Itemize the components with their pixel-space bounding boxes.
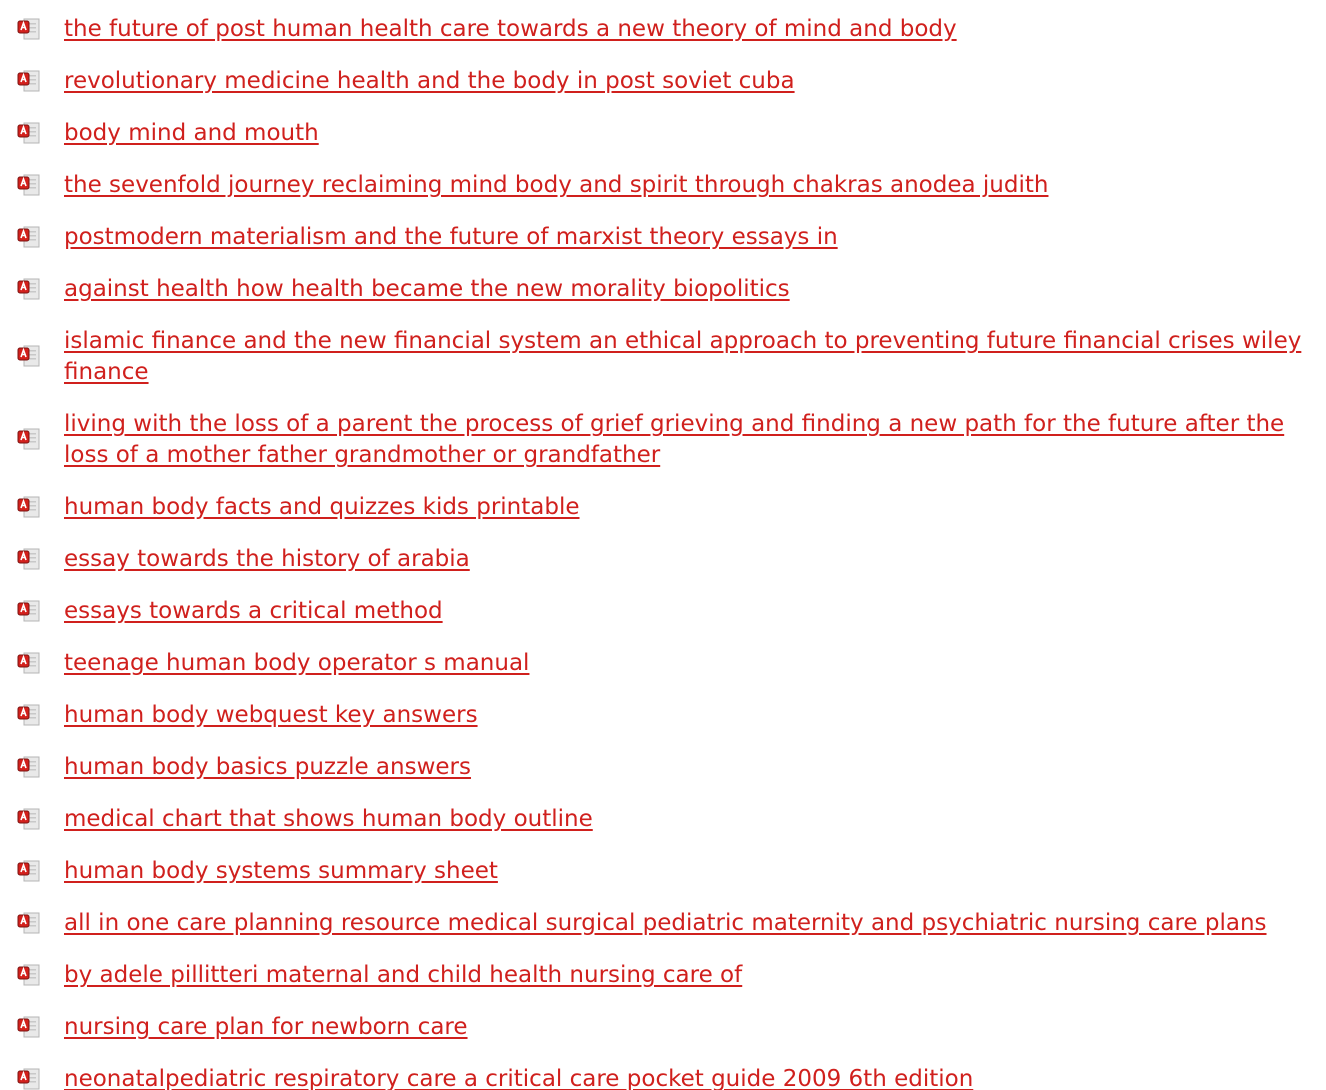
pdf-icon: [17, 703, 41, 727]
document-link[interactable]: human body facts and quizzes kids printable: [64, 494, 580, 520]
document-link[interactable]: nursing care plan for newborn care: [64, 1014, 468, 1040]
list-item: [0, 1012, 1326, 1043]
pdf-icon: [17, 225, 41, 249]
document-link[interactable]: the future of post human health care towards a new theory of mind and body: [64, 16, 957, 42]
document-link[interactable]: human body webquest key answers: [64, 702, 478, 728]
document-link[interactable]: essays towards a critical method: [64, 598, 443, 624]
pdf-icon: [17, 344, 41, 368]
pdf-icon: [17, 277, 41, 301]
pdf-icon: [17, 17, 41, 41]
document-link[interactable]: teenage human body operator s manual: [64, 650, 530, 676]
document-link[interactable]: by adele pillitteri maternal and child health nursing care of: [64, 962, 743, 988]
document-link[interactable]: body mind and mouth: [64, 120, 319, 146]
pdf-icon: [17, 963, 41, 987]
document-link[interactable]: against health how health became the new morality biopolitics: [64, 276, 790, 302]
list-item: [0, 222, 1326, 253]
list-item: [0, 908, 1326, 939]
list-item: [0, 648, 1326, 679]
list-item: [0, 14, 1326, 45]
list-item: [0, 66, 1326, 97]
pdf-icon: [17, 807, 41, 831]
pdf-icon: [17, 859, 41, 883]
list-item: [0, 856, 1326, 887]
pdf-icon: [17, 547, 41, 571]
list-item: [0, 752, 1326, 783]
document-link[interactable]: revolutionary medicine health and the body in post soviet cuba: [64, 68, 795, 94]
pdf-icon: [17, 1015, 41, 1039]
pdf-icon: [17, 599, 41, 623]
list-item: [0, 409, 1326, 471]
document-link[interactable]: human body systems summary sheet: [64, 858, 498, 884]
pdf-icon: [17, 755, 41, 779]
pdf-icon: [17, 1067, 41, 1090]
list-item: [0, 596, 1326, 627]
document-link[interactable]: all in one care planning resource medical surgical pediatric maternity and psychiatric nursing care plans: [64, 910, 1267, 936]
list-item: [0, 274, 1326, 305]
pdf-icon: [17, 427, 41, 451]
document-link[interactable]: essay towards the history of arabia: [64, 546, 470, 572]
pdf-icon: [17, 121, 41, 145]
document-link[interactable]: islamic finance and the new financial system an ethical approach to preventing future financial crises wiley finance: [64, 328, 1302, 385]
pdf-icon: [17, 651, 41, 675]
document-link[interactable]: neonatalpediatric respiratory care a critical care pocket guide 2009 6th edition: [64, 1066, 974, 1090]
list-item: [0, 492, 1326, 523]
document-link[interactable]: human body basics puzzle answers: [64, 754, 471, 780]
list-item: [0, 326, 1326, 388]
list-item: [0, 1064, 1326, 1090]
document-link[interactable]: medical chart that shows human body outline: [64, 806, 593, 832]
document-link[interactable]: living with the loss of a parent the process of grief grieving and finding a new path for the future after the loss of a mother father grandmother or grandfather: [64, 411, 1285, 468]
list-item: [0, 960, 1326, 991]
list-item: [0, 700, 1326, 731]
pdf-icon: [17, 69, 41, 93]
pdf-icon: [17, 911, 41, 935]
list-item: [0, 118, 1326, 149]
document-link[interactable]: postmodern materialism and the future of marxist theory essays in: [64, 224, 838, 250]
list-item: [0, 804, 1326, 835]
document-link[interactable]: the sevenfold journey reclaiming mind body and spirit through chakras anodea judith: [64, 172, 1049, 198]
list-item: [0, 544, 1326, 575]
pdf-icon: [17, 495, 41, 519]
pdf-icon: [17, 173, 41, 197]
list-item: [0, 170, 1326, 201]
